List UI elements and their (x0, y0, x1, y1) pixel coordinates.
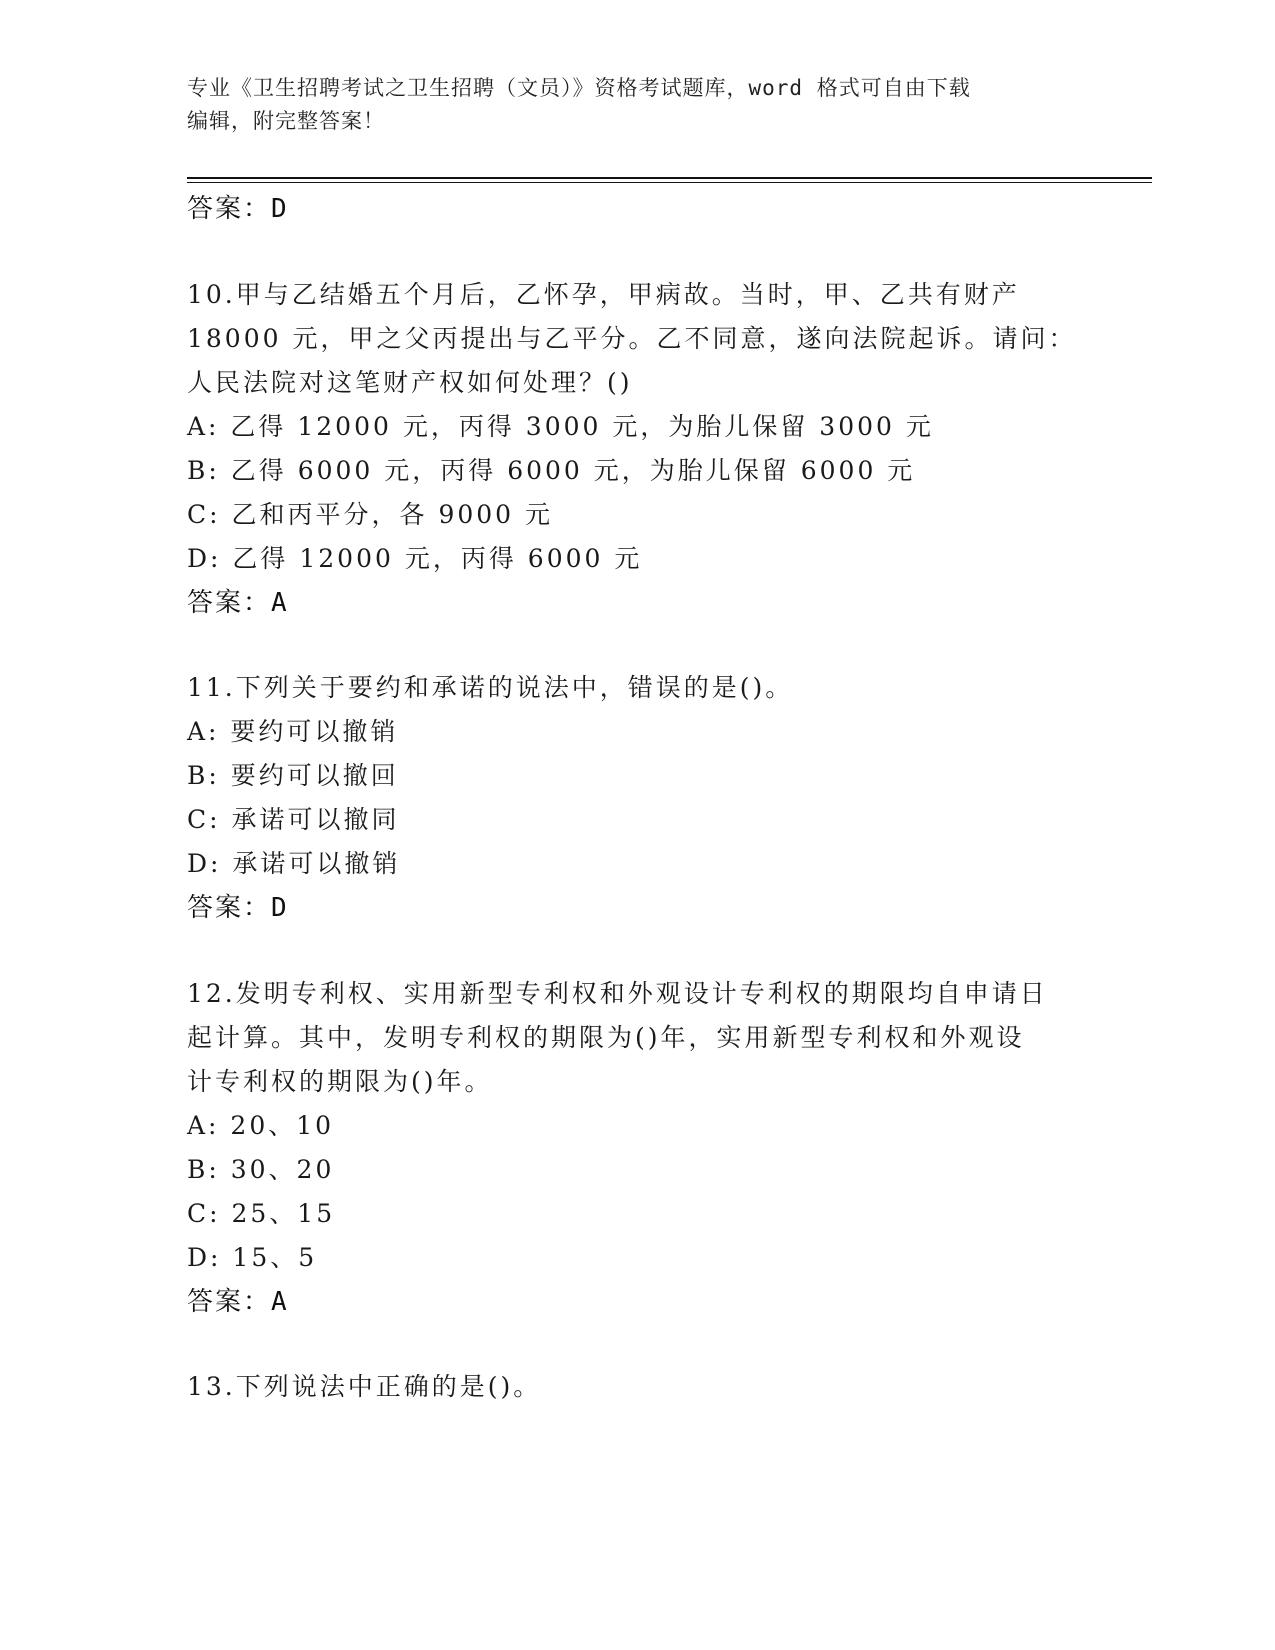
question-11-answer: 答案：D (187, 893, 289, 923)
header-divider-thin (187, 182, 1152, 183)
question-10-option-d: D: 乙得 12000 元，丙得 6000 元 (187, 544, 643, 573)
question-12-option-d: D: 15、5 (187, 1243, 318, 1272)
header-line-2: 编辑，附完整答案！ (187, 109, 385, 133)
question-10-option-c: C: 乙和丙平分，各 9000 元 (187, 500, 554, 529)
question-11-option-d: D: 承诺可以撤销 (187, 849, 401, 878)
question-12-option-a: A: 20、10 (187, 1111, 335, 1140)
header-divider-thick (187, 177, 1152, 179)
question-10-stem-line-1: 10.甲与乙结婚五个月后，乙怀孕，甲病故。当时，甲、乙共有财产 (187, 280, 1020, 309)
question-11-option-c: C: 承诺可以撤同 (187, 805, 400, 834)
question-12-option-b: B: 30、20 (187, 1155, 335, 1184)
previous-answer: 答案：D (187, 194, 289, 224)
question-10-option-a: A: 乙得 12000 元，丙得 3000 元，为胎儿保留 3000 元 (187, 412, 934, 441)
question-12-stem-line-2: 起计算。其中，发明专利权的期限为()年，实用新型专利权和外观设 (187, 1023, 1025, 1052)
question-12-stem-line-1: 12.发明专利权、实用新型专利权和外观设计专利权的期限均自申请日 (187, 979, 1048, 1008)
question-12-option-c: C: 25、15 (187, 1199, 336, 1228)
question-11-option-b: B: 要约可以撤回 (187, 761, 399, 790)
question-13-stem-line-1: 13.下列说法中正确的是()。 (187, 1372, 542, 1401)
question-10-stem-line-3: 人民法院对这笔财产权如何处理？() (187, 368, 633, 397)
document-header (187, 72, 1067, 138)
header-line-1: 专业《卫生招聘考试之卫生招聘（文员）》资格考试题库，word 格式可自由下载 (187, 76, 971, 100)
question-11-option-a: A: 要约可以撤销 (187, 717, 399, 746)
question-12-stem-line-3: 计专利权的期限为()年。 (187, 1067, 493, 1096)
question-10-option-b: B: 乙得 6000 元，丙得 6000 元，为胎儿保留 6000 元 (187, 456, 916, 485)
question-11-stem-line-1: 11.下列关于要约和承诺的说法中，错误的是()。 (187, 673, 794, 702)
question-10-stem-line-2: 18000 元，甲之父丙提出与乙平分。乙不同意，遂向法院起诉。请问： (187, 324, 1077, 353)
question-12-answer: 答案：A (187, 1287, 289, 1317)
question-10-answer: 答案：A (187, 588, 289, 618)
